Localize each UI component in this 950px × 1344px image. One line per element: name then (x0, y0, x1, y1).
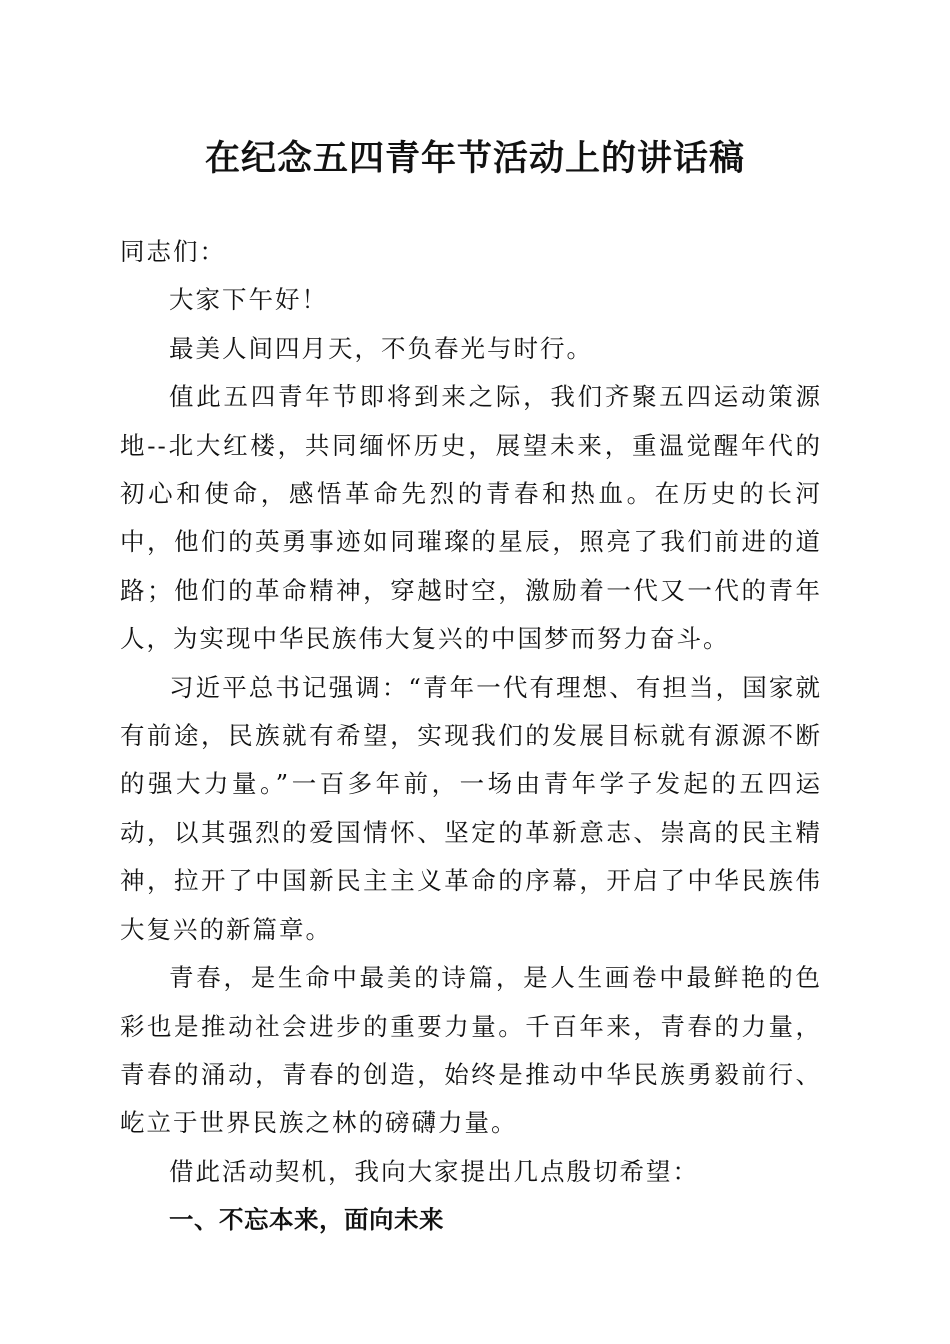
paragraph-3: 习近平总书记强调：“青年一代有理想、有担当，国家就有前途，民族就有希望，实现我们的发展目标就有源源不断的强大力量。”一百多年前，一场由青年学子发起的五四运动，以其强烈的爱国情怀、坚定的革新意志、崇高的民主精神，拉开了中国新民主主义革命的序幕，开启了中华民族伟大复兴的新篇章。 (120, 672, 822, 944)
paragraph-2: 值此五四青年节即将到来之际，我们齐聚五四运动策源地--北大红楼，共同缅怀历史，展望未来，重温觉醒年代的初心和使命，感悟革命先烈的青春和热血。在历史的长河中，他们的英勇事迹如同璀璨的星辰，照亮了我们前进的道路；他们的革命精神，穿越时空，激励着一代又一代的青年人，为实现中华民族伟大复兴的中国梦而努力奋斗。 (120, 382, 822, 654)
paragraph-1: 最美人间四月天，不负春光与时行。 (169, 333, 593, 363)
greeting: 大家下午好！ (169, 285, 328, 315)
salutation: 同志们： (120, 237, 226, 266)
paragraph-5: 借此活动契机，我向大家提出几点殷切希望： (169, 1156, 699, 1186)
section-heading: 一、不忘本来，面向未来 (169, 1205, 444, 1235)
document-body (120, 228, 822, 1245)
paragraph-4: 青春，是生命中最美的诗篇，是人生画卷中最鲜艳的色彩也是推动社会进步的重要力量。千百年来，青春的力量，青春的涌动，青春的创造，始终是推动中华民族勇毅前行、屹立于世界民族之林的磅礴力量。 (120, 963, 822, 1138)
document-title: 在纪念五四青年节活动上的讲话稿 (204, 138, 745, 179)
